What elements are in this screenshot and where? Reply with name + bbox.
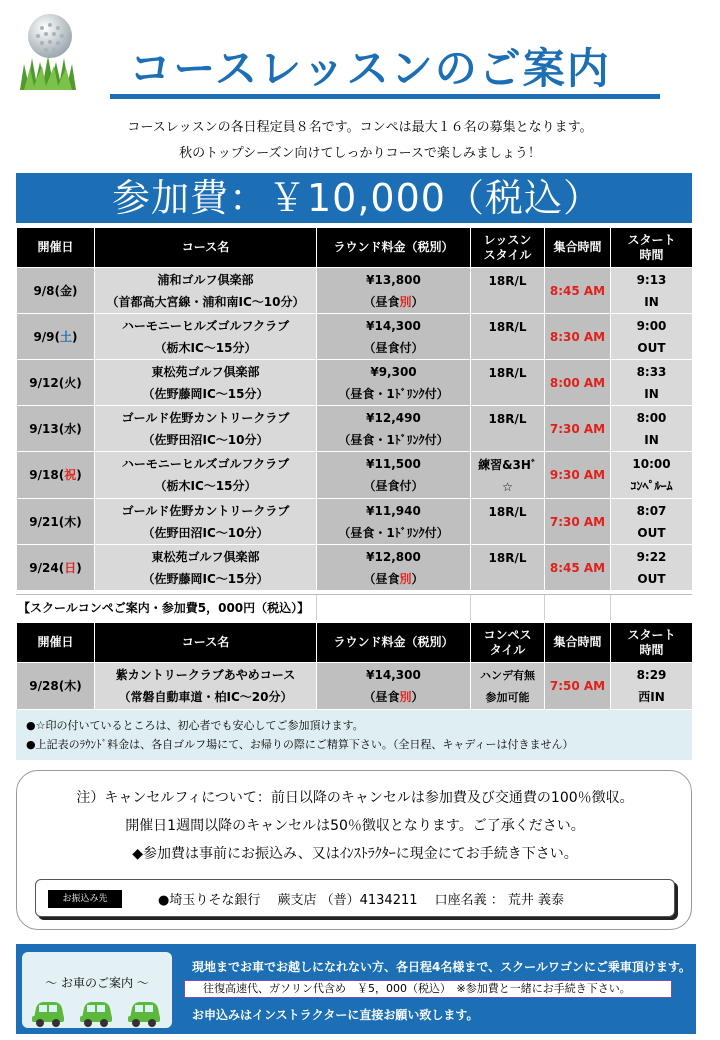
course-cell: 紫カントリークラブあやめコース （常磐自動車道・柏IC～20分） bbox=[95, 663, 317, 710]
note-line: ●上記表のﾗｳﾝﾄﾞ料金は、各自ゴルフ場にて、お帰りの際にご精算下さい。（全日程、キャディーは付きません） bbox=[26, 738, 574, 751]
header-course: コース名 bbox=[95, 623, 317, 663]
start-time-cell: 10:00 ｺﾝﾍﾟﾙｰﾑ bbox=[611, 452, 693, 499]
header-round-fee: ラウンド料金（税別） bbox=[317, 623, 471, 663]
intro-line: 秋のトップシーズン向けてしっかりコースで楽しみましょう！ bbox=[179, 146, 541, 161]
header-date: 開催日 bbox=[17, 623, 95, 663]
header-date: 開催日 bbox=[17, 228, 95, 268]
gather-time-cell: 9:30 AM bbox=[545, 452, 611, 499]
fee-banner: 参加費：￥10,000（税込） bbox=[16, 173, 692, 223]
header-start-time: スタート時間 bbox=[611, 228, 693, 268]
round-fee: ¥11,500 bbox=[366, 457, 421, 471]
course-access: （栃木IC～15分） bbox=[154, 479, 257, 493]
fee-cell bbox=[317, 499, 471, 545]
date-cell: 9/12(火) bbox=[17, 360, 95, 406]
date-cell: 9/8(金) bbox=[17, 268, 95, 314]
style-cell: 練習&3Hﾞ ☆ bbox=[471, 452, 545, 499]
title-underline bbox=[110, 94, 660, 99]
lesson-row bbox=[17, 545, 693, 591]
meal-note: （昼食・1ﾄﾞﾘﾝｸ付） bbox=[338, 525, 449, 540]
gather-time-cell: 8:30 AM bbox=[545, 314, 611, 360]
course-access: （首都高大宮線・浦和南IC～10分） bbox=[106, 294, 305, 309]
lesson-row bbox=[17, 406, 693, 452]
style-cell: 18R/L bbox=[471, 268, 545, 314]
weekday: 火 bbox=[64, 375, 77, 390]
compe-row bbox=[17, 663, 693, 710]
lesson-row bbox=[17, 452, 693, 499]
cancel-line: ◆参加費は事前にお振込み、又はｲﾝｽﾄﾗｸﾀｰに現金にてお手続き下さい。 bbox=[132, 846, 578, 862]
date-cell: 9/13(水) bbox=[17, 406, 95, 452]
grid-line bbox=[316, 595, 317, 620]
header-course: コース名 bbox=[95, 228, 317, 268]
style-cell: 18R/L bbox=[471, 499, 545, 545]
round-fee: ¥9,300 bbox=[370, 364, 417, 379]
car-icon bbox=[78, 998, 114, 1028]
meal-note: （昼食別） bbox=[363, 294, 424, 309]
round-fee: ¥13,800 bbox=[366, 272, 421, 287]
fee-cell bbox=[317, 360, 471, 406]
course-access: （佐野藤岡IC～15分） bbox=[142, 571, 269, 586]
round-fee: ¥12,490 bbox=[366, 410, 421, 425]
lesson-row bbox=[17, 360, 693, 406]
lesson-row bbox=[17, 268, 693, 314]
compe-schedule-table bbox=[16, 622, 693, 710]
start-time-cell: 9:22 OUT bbox=[611, 545, 693, 591]
course-name: 東松苑ゴルフ倶楽部 bbox=[151, 364, 260, 379]
header-compe-style: コンペスタイル bbox=[471, 623, 545, 663]
meal-note: （昼食別） bbox=[363, 571, 424, 586]
course-cell bbox=[95, 268, 317, 314]
gather-time-cell: 8:45 AM bbox=[545, 268, 611, 314]
cancel-policy-box bbox=[16, 770, 692, 930]
course-access: （佐野田沼IC～10分） bbox=[142, 432, 269, 447]
lesson-row bbox=[17, 499, 693, 545]
cancel-line: 開催日1週間以降のキャンセルは50％徴収となります。ご了承ください。 bbox=[125, 818, 585, 834]
header-round-fee: ラウンド料金（税別） bbox=[317, 228, 471, 268]
start-time-cell: 8:29 西IN bbox=[611, 663, 693, 710]
gather-time-cell: 7:50 AM bbox=[545, 663, 611, 710]
round-fee: ¥11,940 bbox=[366, 503, 421, 518]
header-lesson-style: レッスンスタイル bbox=[471, 228, 545, 268]
date-cell: 9/9(土) bbox=[17, 314, 95, 360]
car-fee-line: 往復高速代、ガソリン代含め ￥5，000（税込） ※参加費と一緒にお手続き下さい。 bbox=[184, 980, 672, 998]
date-cell: 9/24(日) bbox=[17, 545, 95, 591]
fee-cell bbox=[317, 268, 471, 314]
course-cell bbox=[95, 406, 317, 452]
grid-line bbox=[544, 595, 545, 620]
start-time-cell: 8:07 OUT bbox=[611, 499, 693, 545]
bank-label: お振込み先 bbox=[48, 890, 122, 908]
course-cell bbox=[95, 314, 317, 360]
lesson-row bbox=[17, 314, 693, 360]
lesson-schedule-table bbox=[16, 227, 693, 591]
car-icon bbox=[30, 998, 66, 1028]
fee-cell bbox=[317, 314, 471, 360]
date-cell: 9/18(祝) bbox=[17, 452, 95, 499]
fee-cell bbox=[317, 452, 471, 499]
gather-time-cell: 8:00 AM bbox=[545, 360, 611, 406]
weekday: 土 bbox=[60, 329, 73, 344]
course-cell bbox=[95, 360, 317, 406]
course-name: ハーモニーヒルズゴルフクラブ bbox=[121, 457, 290, 471]
page-title: コースレッスンのご案内 bbox=[129, 44, 611, 93]
notes-panel bbox=[16, 710, 692, 760]
weekday: 金 bbox=[60, 283, 73, 298]
car-info-badge bbox=[22, 952, 172, 1028]
car-info-title: ～ お車のご案内 ～ bbox=[45, 976, 149, 990]
course-access: （佐野田沼IC～10分） bbox=[142, 525, 269, 540]
course-name: 東松苑ゴルフ倶楽部 bbox=[151, 549, 260, 564]
cancel-line: 注）キャンセルフィについて：前日以降のキャンセルは参加費及び交通費の100％徴収。 bbox=[76, 790, 634, 806]
start-time-cell: 9:00 OUT bbox=[611, 314, 693, 360]
compe-announcement-text: 【スクールコンペご案内・参加費5，000円（税込）】 bbox=[18, 601, 310, 615]
grid-line bbox=[610, 595, 611, 620]
style-cell: 18R/L bbox=[471, 406, 545, 452]
meal-note: （昼食付） bbox=[363, 340, 424, 355]
style-cell: ハンデ有無 参加可能 bbox=[471, 663, 545, 710]
course-access: （栃木IC～15分） bbox=[154, 340, 257, 355]
meal-note: （昼食・1ﾄﾞﾘﾝｸ付） bbox=[338, 386, 449, 401]
course-cell bbox=[95, 545, 317, 591]
gather-time-cell: 8:45 AM bbox=[545, 545, 611, 591]
fee-cell bbox=[317, 406, 471, 452]
bank-info-box bbox=[35, 879, 675, 917]
meal-note: （昼食付） bbox=[363, 479, 424, 493]
car-info-line: お申込みはインストラクターに直接お願い致します。 bbox=[192, 1008, 479, 1022]
weekday: 祝 bbox=[64, 468, 77, 482]
header-gather-time: 集合時間 bbox=[545, 623, 611, 663]
weekday: 日 bbox=[64, 560, 77, 575]
date-cell: 9/28(木) bbox=[17, 663, 95, 710]
car-info-section bbox=[16, 944, 696, 1034]
gather-time-cell: 7:30 AM bbox=[545, 406, 611, 452]
weekday: 木 bbox=[64, 514, 77, 529]
car-info-line: 現地までお車でお越しになれない方、各日程4名様まで、スクールワゴンにご乗車頂けます。 bbox=[192, 960, 691, 974]
course-name: ゴールド佐野カントリークラブ bbox=[121, 503, 290, 518]
style-cell: 18R/L bbox=[471, 545, 545, 591]
course-name: 浦和ゴルフ倶楽部 bbox=[157, 272, 254, 287]
weekday: 水 bbox=[64, 421, 77, 436]
style-cell: 18R/L bbox=[471, 314, 545, 360]
start-time-cell: 8:00 IN bbox=[611, 406, 693, 452]
round-fee: ¥14,300 bbox=[366, 318, 421, 333]
course-name: ゴールド佐野カントリークラブ bbox=[121, 410, 290, 425]
round-fee: ¥12,800 bbox=[366, 549, 421, 564]
course-cell bbox=[95, 452, 317, 499]
style-cell: 18R/L bbox=[471, 360, 545, 406]
grid-line bbox=[470, 595, 471, 620]
bank-account-text: ●埼玉りそな銀行 蕨支店 （普）4134211 口座名義 ： 荒井 義泰 bbox=[158, 893, 565, 908]
note-line: ●☆印の付いているところは、初心者でも安心してご参加頂けます。 bbox=[26, 719, 364, 732]
fee-cell bbox=[317, 545, 471, 591]
header-gather-time: 集合時間 bbox=[545, 228, 611, 268]
start-time-cell: 9:13 IN bbox=[611, 268, 693, 314]
golf-ball-icon bbox=[14, 6, 82, 92]
start-time-cell: 8:33 IN bbox=[611, 360, 693, 406]
date-cell: 9/21(木) bbox=[17, 499, 95, 545]
header-start-time: スタート時間 bbox=[611, 623, 693, 663]
course-access: （佐野藤岡IC～15分） bbox=[142, 386, 269, 401]
fee-cell: ¥14,300 （昼食別） bbox=[317, 663, 471, 710]
compe-announcement bbox=[16, 594, 692, 620]
gather-time-cell: 7:30 AM bbox=[545, 499, 611, 545]
course-cell bbox=[95, 499, 317, 545]
car-icon bbox=[126, 998, 162, 1028]
meal-note: （昼食・1ﾄﾞﾘﾝｸ付） bbox=[338, 432, 449, 447]
intro-line: コースレッスンの各日程定員８名です。コンペは最大１６名の募集となります。 bbox=[127, 120, 593, 135]
course-name: ハーモニーヒルズゴルフクラブ bbox=[121, 318, 290, 333]
